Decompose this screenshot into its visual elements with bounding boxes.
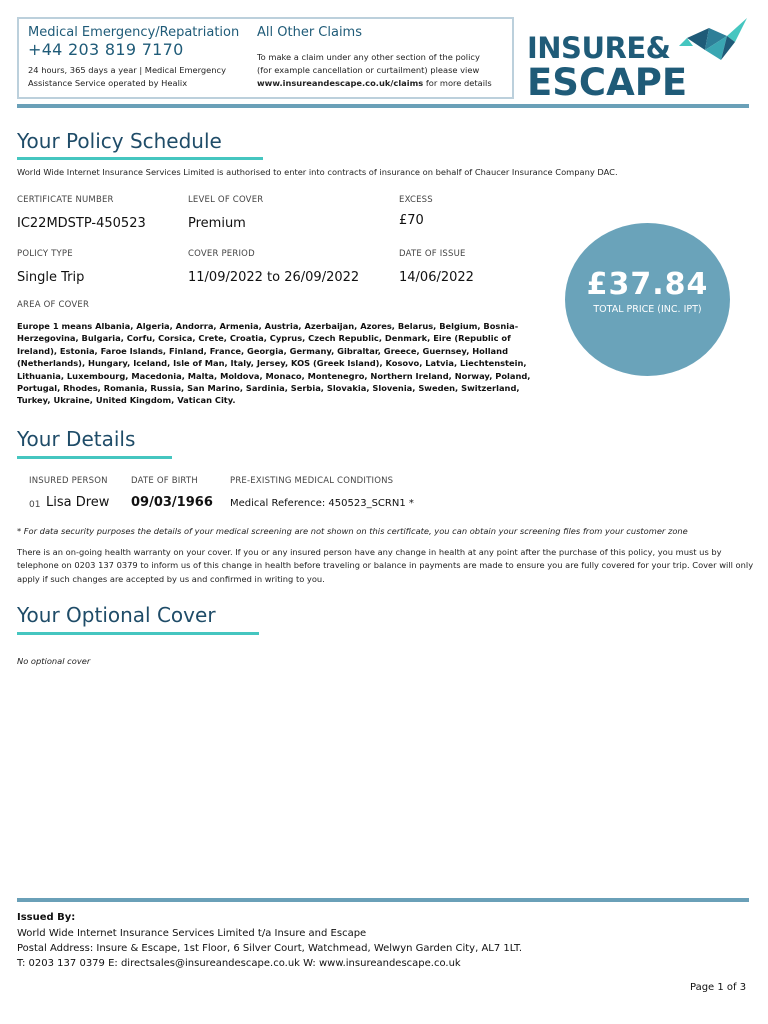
issued-by-label: Issued By: bbox=[17, 912, 76, 923]
optional-cover-underline bbox=[17, 632, 259, 635]
policy-type: Single Trip bbox=[17, 270, 85, 285]
brand-logo bbox=[527, 18, 749, 104]
origami-bird-icon bbox=[675, 16, 751, 68]
optional-cover-value: No optional cover bbox=[17, 656, 91, 666]
cover-period-label: COVER PERIOD bbox=[188, 249, 255, 259]
date-of-issue: 14/06/2022 bbox=[399, 270, 474, 285]
claims-info-line3 bbox=[257, 77, 507, 90]
insured-person-label: INSURED PERSON bbox=[29, 476, 108, 486]
total-price-amount: £37.84 bbox=[586, 267, 709, 302]
cover-period: 11/09/2022 to 26/09/2022 bbox=[188, 270, 360, 285]
date-of-issue-label: DATE OF ISSUE bbox=[399, 249, 466, 259]
postal-address: Postal Address: Insure & Escape, 1st Floor, 6 Silver Court, Watchmead, Welwyn Garden City, AL7 1LT. bbox=[17, 943, 523, 954]
insured-person-row bbox=[17, 490, 477, 522]
claims-info bbox=[257, 51, 507, 90]
header-divider bbox=[17, 104, 749, 108]
contact-details: T: 0203 137 0379 E: directsales@insureandescape.co.uk W: www.insureandescape.co.uk bbox=[17, 958, 461, 969]
date-of-birth-label: DATE OF BIRTH bbox=[131, 476, 198, 486]
medical-conditions-label: PRE-EXISTING MEDICAL CONDITIONS bbox=[230, 476, 394, 486]
security-note: * For data security purposes the details of your medical screening are not shown on this certificate, you can obtain your screening files from your customer zone bbox=[17, 526, 688, 536]
certificate-number-label: CERTIFICATE NUMBER bbox=[17, 195, 114, 205]
emergency-info bbox=[28, 64, 248, 90]
claims-link[interactable]: www.insureandescape.co.uk/claims bbox=[257, 78, 424, 88]
insured-person-number: 01 bbox=[29, 500, 41, 510]
issuer-name: World Wide Internet Insurance Services Limited t/a Insure and Escape bbox=[17, 928, 367, 939]
total-price-label: TOTAL PRICE (INC. IPT) bbox=[593, 304, 702, 315]
health-warranty-text: There is an on-going health warranty on your cover. If you or any insured person have any change in health at any point after the purchase of this policy, you must us by telephone on 0203 137 0379 to inform us of this change in health before traveling or balance in payments are made to ensure you are fully covered for your trip. Cover will only apply if such changes are accepted by us and confirmed in writing to you. bbox=[17, 547, 754, 584]
emergency-phone[interactable]: +44 203 819 7170 bbox=[28, 40, 184, 59]
policy-type-label: POLICY TYPE bbox=[17, 249, 73, 259]
excess-label: EXCESS bbox=[399, 195, 433, 205]
area-of-cover: Europe 1 means Albania, Algeria, Andorra, Armenia, Austria, Azerbaijan, Azores, Belarus, Belgium, Bosnia-Herzegovina, Bulgaria, Corfu, Corsica, Crete, Croatia, Cyprus, Czech Republic, Denmark, Eire (Republic of Ireland), Estonia, Faroe Islands, Finland, France, Georgia, Germany, Gibraltar, Greece, Guernsey, Holland (Netherlands), Hungary, Iceland, Isle of Man, Italy, Jersey, KOS (Greek Island), Kosovo, Latvia, Liechtenstein, Lithuania, Luxembourg, Macedonia, Malta, Moldova, Monaco, Montenegro, Northern Ireland, Norway, Poland, Portugal, Rhodes, Romania, Russia, San Marino, Sardinia, Serbia, Slovakia, Slovenia, Sweden, Switzerland, Turkey, Ukraine, United Kingdom, Vatican City. bbox=[17, 321, 531, 406]
insured-person-name: Lisa Drew bbox=[46, 495, 110, 510]
logo-line1: INSURE& bbox=[527, 31, 671, 65]
page-number: Page 1 of 3 bbox=[690, 982, 747, 993]
total-price-badge bbox=[565, 223, 730, 376]
claims-info-line2: (for example cancellation or curtailment) please view bbox=[257, 65, 480, 75]
emergency-info-line1: 24 hours, 365 days a year | Medical Emergency bbox=[28, 65, 227, 75]
optional-cover-title: Your Optional Cover bbox=[17, 603, 216, 627]
level-of-cover: Premium bbox=[188, 216, 246, 231]
emergency-title: Medical Emergency/Repatriation bbox=[28, 25, 240, 40]
your-details-underline bbox=[17, 456, 172, 459]
insured-person-dob: 09/03/1966 bbox=[131, 495, 213, 510]
logo-line2: ESCAPE bbox=[527, 61, 688, 104]
claims-info-line1: To make a claim under any other section of the policy bbox=[257, 52, 480, 62]
certificate-number: IC22MDSTP-450523 bbox=[17, 216, 146, 231]
footer-divider bbox=[17, 898, 749, 902]
medical-reference: Medical Reference: 450523_SCRN1 * bbox=[230, 498, 414, 509]
level-of-cover-label: LEVEL OF COVER bbox=[188, 195, 264, 205]
your-details-title: Your Details bbox=[17, 427, 136, 451]
authorised-statement: World Wide Internet Insurance Services Limited is authorised to enter into contracts of insurance on behalf of Chaucer Insurance Company DAC. bbox=[17, 167, 618, 177]
claims-info-line3-rest: for more details bbox=[423, 78, 492, 88]
area-of-cover-label: AREA OF COVER bbox=[17, 300, 90, 310]
emergency-info-line2: Assistance Service operated by Healix bbox=[28, 78, 188, 88]
policy-schedule-underline bbox=[17, 157, 263, 160]
excess-value: £70 bbox=[399, 213, 424, 228]
claims-title: All Other Claims bbox=[257, 25, 362, 40]
policy-schedule-title: Your Policy Schedule bbox=[17, 129, 222, 153]
